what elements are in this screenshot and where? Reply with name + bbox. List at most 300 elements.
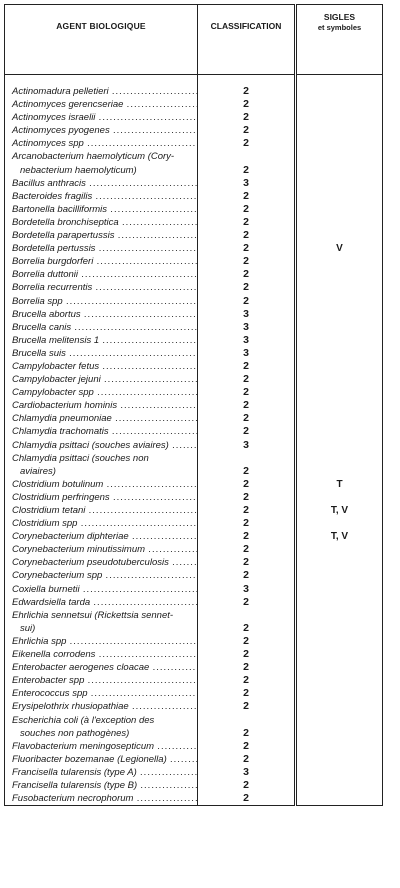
agent-name	[5, 373, 197, 386]
table-row	[5, 700, 383, 713]
sigles-cell	[296, 700, 383, 713]
agent-cell	[5, 517, 198, 530]
table-row	[5, 648, 383, 661]
classification-cell: 2	[198, 556, 296, 569]
sigles-cell	[296, 85, 383, 98]
table-row	[5, 556, 383, 569]
agent-name	[5, 216, 197, 229]
agent-name	[5, 425, 197, 438]
classification-cell: 2	[198, 360, 296, 373]
classification-cell: 3	[198, 583, 296, 596]
classification-cell: 2	[198, 753, 296, 766]
sigles-cell	[296, 216, 383, 229]
table-row	[5, 203, 383, 216]
table-body	[5, 75, 383, 806]
table-row	[5, 255, 383, 268]
agent-name-text: Brucella suis	[12, 347, 66, 359]
table-row	[5, 216, 383, 229]
agent-name-text: Francisella tularensis (type B)	[12, 779, 138, 791]
sigles-cell	[296, 792, 383, 806]
sigles-cell	[296, 714, 383, 740]
biological-agents-table	[4, 4, 383, 806]
agent-name-text: Bacteroides fragilis	[12, 190, 93, 202]
classification-cell: 2	[198, 295, 296, 308]
agent-name	[5, 753, 197, 766]
agent-name-text: Bordetella pertussis	[12, 243, 96, 255]
agent-name	[5, 648, 197, 661]
classification-cell: 2	[198, 216, 296, 229]
agent-name	[5, 556, 197, 569]
agent-cell	[5, 425, 198, 438]
table-row	[5, 177, 383, 190]
classification-cell: 3	[198, 308, 296, 321]
agent-name-text: Bartonella bacilliformis	[12, 203, 108, 215]
classification-cell: 2	[198, 98, 296, 111]
agent-name-text: Chlamydia trachomatis	[12, 426, 109, 438]
table-row	[5, 517, 383, 530]
classification-cell: 2	[198, 596, 296, 609]
agent-name	[5, 229, 197, 242]
agent-cell	[5, 530, 198, 543]
agent-name	[5, 334, 197, 347]
sigles-cell	[296, 255, 383, 268]
sigles-cell	[296, 150, 383, 176]
classification-cell: 2	[198, 674, 296, 687]
agent-cell	[5, 399, 198, 412]
classification-cell: 2	[198, 609, 296, 635]
classification-cell: 2	[198, 268, 296, 281]
agent-name	[5, 150, 197, 176]
table-row	[5, 635, 383, 648]
sigles-cell	[296, 674, 383, 687]
table-row	[5, 295, 383, 308]
classification-cell: 2	[198, 648, 296, 661]
agent-name-text: Campylobacter fetus	[12, 360, 100, 372]
agent-cell	[5, 439, 198, 452]
header-sigles	[296, 5, 383, 75]
agent-name-text: Clostridium spp	[12, 518, 78, 530]
classification-cell: 2	[198, 386, 296, 399]
sigles-cell	[296, 295, 383, 308]
table-row	[5, 308, 383, 321]
agent-name	[5, 295, 197, 308]
agent-name	[5, 596, 197, 609]
sigles-cell	[296, 779, 383, 792]
agent-name	[5, 111, 197, 124]
table-row	[5, 779, 383, 792]
agent-name	[5, 478, 197, 491]
agent-cell	[5, 687, 198, 700]
agent-cell	[5, 373, 198, 386]
agent-cell	[5, 779, 198, 792]
agent-name	[5, 124, 197, 137]
agent-cell	[5, 714, 198, 740]
agent-name-line-2: souches non pathogènes)	[20, 727, 130, 739]
table-row	[5, 491, 383, 504]
sigles-cell	[296, 687, 383, 700]
agent-name-text: Bordetella parapertussis	[12, 230, 115, 242]
agent-cell	[5, 281, 198, 294]
agent-name	[5, 543, 197, 556]
table-header	[5, 5, 383, 75]
agent-name-text: Cardiobacterium hominis	[12, 400, 118, 412]
table-row	[5, 412, 383, 425]
agent-cell	[5, 753, 198, 766]
agent-name	[5, 674, 197, 687]
table-row	[5, 753, 383, 766]
agent-name	[5, 412, 197, 425]
agent-name	[5, 569, 197, 582]
classification-cell: 3	[198, 177, 296, 190]
classification-cell: 2	[198, 740, 296, 753]
classification-cell: 2	[198, 452, 296, 478]
table-row	[5, 268, 383, 281]
sigles-cell	[296, 347, 383, 360]
classification-cell: 2	[198, 635, 296, 648]
agent-cell	[5, 412, 198, 425]
agent-name-text: Enterobacter aerogenes cloacae	[12, 662, 150, 674]
table-row	[5, 360, 383, 373]
table-row	[5, 386, 383, 399]
agent-name	[5, 779, 197, 792]
agent-name-line-2: sui)	[20, 622, 36, 634]
agent-cell	[5, 386, 198, 399]
table-row	[5, 150, 383, 176]
agent-name-text: Corynebacterium pseudotuberculosis	[12, 557, 169, 569]
agent-name-text: Corynebacterium minutissimum	[12, 544, 146, 556]
sigles-cell	[296, 203, 383, 216]
agent-cell	[5, 766, 198, 779]
table-row	[5, 85, 383, 98]
classification-cell: 2	[198, 543, 296, 556]
sigles-cell	[296, 321, 383, 334]
agent-name	[5, 439, 197, 452]
agent-cell	[5, 596, 198, 609]
sigles-cell	[296, 268, 383, 281]
agent-name-text: Bacillus anthracis	[12, 177, 86, 189]
agent-cell	[5, 478, 198, 491]
classification-cell: 2	[198, 255, 296, 268]
table-row	[5, 399, 383, 412]
sigles-cell	[296, 137, 383, 150]
agent-name	[5, 347, 197, 360]
agent-cell	[5, 491, 198, 504]
agent-cell	[5, 347, 198, 360]
classification-cell: 3	[198, 439, 296, 452]
agent-cell	[5, 674, 198, 687]
agent-name	[5, 190, 197, 203]
classification-cell: 2	[198, 399, 296, 412]
classification-cell: 2	[198, 242, 296, 255]
agent-name-text: Chlamydia pneumoniae	[12, 413, 112, 425]
agent-cell	[5, 334, 198, 347]
agent-name-text: Actinomyces gerencseriae	[12, 99, 124, 111]
agent-cell	[5, 700, 198, 713]
table-row	[5, 792, 383, 806]
table-row	[5, 281, 383, 294]
table-row	[5, 229, 383, 242]
sigles-cell	[296, 334, 383, 347]
agent-name	[5, 609, 197, 635]
header-agent: AGENT BIOLOGIQUE	[5, 5, 198, 75]
table-row	[5, 124, 383, 137]
agent-cell	[5, 124, 198, 137]
agent-name-text: Edwardsiella tarda	[12, 596, 91, 608]
classification-cell: 2	[198, 412, 296, 425]
sigles-cell	[296, 399, 383, 412]
table-row	[5, 452, 383, 478]
table-spacer-row	[5, 75, 383, 86]
sigles-cell	[296, 111, 383, 124]
agent-name-text: Ehrlichia spp	[12, 635, 67, 647]
table-row	[5, 569, 383, 582]
agent-cell	[5, 98, 198, 111]
agent-name-text: Borrelia recurrentis	[12, 282, 93, 294]
agent-name	[5, 85, 197, 98]
sigles-cell	[296, 439, 383, 452]
table-row	[5, 478, 383, 491]
agent-name-text: Brucella canis	[12, 321, 72, 333]
sigles-cell	[296, 517, 383, 530]
table-row	[5, 674, 383, 687]
agent-name	[5, 242, 197, 255]
agent-name-line-1: Chlamydia psittaci (souches non	[12, 452, 149, 464]
agent-cell	[5, 648, 198, 661]
agent-name-text: Actinomyces pyogenes	[12, 125, 110, 137]
classification-cell: 2	[198, 491, 296, 504]
sigles-cell	[296, 543, 383, 556]
agent-name	[5, 268, 197, 281]
agent-cell	[5, 504, 198, 517]
agent-cell	[5, 569, 198, 582]
agent-cell	[5, 661, 198, 674]
table-row	[5, 596, 383, 609]
sigles-cell	[296, 412, 383, 425]
sigles-cell: T, V	[296, 530, 383, 543]
table-row	[5, 373, 383, 386]
agent-name-text: Flavobacterium meningosepticum	[12, 740, 155, 752]
classification-cell: 2	[198, 687, 296, 700]
agent-name-line-1: Ehrlichia sennetsui (Rickettsia sennet-	[12, 609, 174, 621]
agent-cell	[5, 203, 198, 216]
agent-name-text: Coxiella burnetii	[12, 583, 80, 595]
agent-cell	[5, 150, 198, 176]
agent-name	[5, 386, 197, 399]
agent-name	[5, 583, 197, 596]
sigles-cell	[296, 308, 383, 321]
agent-name-text: Corynebacterium spp	[12, 570, 103, 582]
classification-cell: 2	[198, 85, 296, 98]
agent-name	[5, 530, 197, 543]
agent-name	[5, 766, 197, 779]
header-sigles-subtitle: et symboles	[317, 23, 362, 32]
classification-cell: 2	[198, 190, 296, 203]
sigles-cell	[296, 281, 383, 294]
table-row	[5, 714, 383, 740]
classification-cell: 2	[198, 661, 296, 674]
agent-name-text: Enterococcus spp	[12, 688, 88, 700]
sigles-cell	[296, 452, 383, 478]
sigles-cell	[296, 635, 383, 648]
agent-name	[5, 504, 197, 517]
classification-cell: 2	[198, 425, 296, 438]
agent-name	[5, 137, 197, 150]
sigles-cell	[296, 740, 383, 753]
classification-cell: 2	[198, 517, 296, 530]
table-row	[5, 766, 383, 779]
table-row	[5, 242, 383, 255]
agent-name	[5, 308, 197, 321]
agent-cell	[5, 229, 198, 242]
classification-cell: 2	[198, 203, 296, 216]
classification-cell: 2	[198, 700, 296, 713]
classification-cell: 3	[198, 766, 296, 779]
agent-name	[5, 255, 197, 268]
agent-name	[5, 98, 197, 111]
classification-cell: 2	[198, 714, 296, 740]
sigles-cell	[296, 648, 383, 661]
classification-cell: 2	[198, 124, 296, 137]
sigles-cell	[296, 190, 383, 203]
agent-name-text: Brucella abortus	[12, 308, 81, 320]
classification-cell: 2	[198, 373, 296, 386]
agent-name	[5, 740, 197, 753]
agent-name	[5, 635, 197, 648]
classification-cell: 3	[198, 321, 296, 334]
agent-name	[5, 203, 197, 216]
sigles-cell	[296, 583, 383, 596]
agent-cell	[5, 308, 198, 321]
sigles-cell	[296, 229, 383, 242]
agent-name-text: Borrelia spp	[12, 295, 63, 307]
classification-cell: 2	[198, 569, 296, 582]
sigles-cell	[296, 609, 383, 635]
agent-name-text: Chlamydia psittaci (souches aviaires)	[12, 439, 169, 451]
table-row	[5, 609, 383, 635]
sigles-cell	[296, 425, 383, 438]
classification-cell: 2	[198, 504, 296, 517]
sigles-cell	[296, 661, 383, 674]
agent-name	[5, 792, 197, 805]
sigles-cell	[296, 98, 383, 111]
agent-name-text: Fluoribacter bozemanae (Legionella)	[12, 753, 167, 765]
agent-name-text: Clostridium perfringens	[12, 491, 110, 503]
table-row	[5, 543, 383, 556]
agent-cell	[5, 177, 198, 190]
agent-cell	[5, 111, 198, 124]
agent-name-text: Eikenella corrodens	[12, 649, 96, 661]
agent-name	[5, 661, 197, 674]
sigles-cell: V	[296, 242, 383, 255]
classification-cell: 2	[198, 229, 296, 242]
agent-name-text: Actinomyces spp	[12, 138, 84, 150]
header-classification: CLASSIFICATION	[198, 5, 296, 75]
agent-cell	[5, 321, 198, 334]
agent-name-text: Bordetella bronchiseptica	[12, 216, 119, 228]
agent-cell	[5, 190, 198, 203]
agent-name-text: Campylobacter jejuni	[12, 374, 101, 386]
agent-name-text: Clostridium tetani	[12, 505, 86, 516]
agent-cell	[5, 242, 198, 255]
agent-name-text: Corynebacterium diphteriae	[12, 531, 129, 543]
agent-cell	[5, 583, 198, 596]
agent-cell	[5, 255, 198, 268]
agent-name-line-1: Arcanobacterium haemolyticum (Cory-	[12, 151, 175, 163]
agent-cell	[5, 543, 198, 556]
agent-name	[5, 491, 197, 504]
classification-cell: 2	[198, 478, 296, 491]
agent-cell	[5, 295, 198, 308]
sigles-cell	[296, 753, 383, 766]
sigles-cell	[296, 766, 383, 779]
agent-cell	[5, 635, 198, 648]
sigles-cell: T, V	[296, 504, 383, 517]
table-row	[5, 740, 383, 753]
table-row	[5, 504, 383, 517]
agent-name-line-2: aviaires)	[20, 465, 56, 477]
agent-cell	[5, 792, 198, 806]
table-row	[5, 583, 383, 596]
table-row	[5, 687, 383, 700]
classification-cell: 2	[198, 779, 296, 792]
agent-cell	[5, 452, 198, 478]
sigles-cell	[296, 596, 383, 609]
table-row	[5, 98, 383, 111]
table-row	[5, 439, 383, 452]
sigles-cell	[296, 177, 383, 190]
sigles-cell	[296, 556, 383, 569]
agent-name-text: Clostridium botulinum	[12, 478, 104, 490]
agent-cell	[5, 85, 198, 98]
table-row	[5, 661, 383, 674]
sigles-cell: T	[296, 478, 383, 491]
agent-name-text: Francisella tularensis (type A)	[12, 766, 137, 778]
table-row	[5, 425, 383, 438]
agent-name	[5, 687, 197, 700]
table-row	[5, 111, 383, 124]
classification-cell: 2	[198, 137, 296, 150]
agent-name-text: Borrelia duttonii	[12, 269, 79, 281]
classification-cell: 3	[198, 334, 296, 347]
agent-cell	[5, 556, 198, 569]
agent-name	[5, 281, 197, 294]
agent-name	[5, 399, 197, 412]
agent-name	[5, 714, 197, 740]
agent-cell	[5, 137, 198, 150]
table-row	[5, 321, 383, 334]
agent-name	[5, 360, 197, 373]
table-row	[5, 190, 383, 203]
agent-name-text: Fusobacterium necrophorum	[12, 793, 134, 805]
table-row	[5, 347, 383, 360]
agent-name-text: Brucella melitensis 1	[12, 334, 100, 346]
classification-cell: 2	[198, 530, 296, 543]
agent-name-text: Erysipelothrix rhusiopathiae	[12, 701, 129, 713]
agent-name-line-2: nebacterium haemolyticum)	[20, 164, 137, 176]
agent-name-text: Actinomyces israelii	[12, 112, 96, 124]
agent-name-text: Campylobacter spp	[12, 387, 94, 399]
agent-name-text: Enterobacter spp	[12, 675, 85, 687]
classification-cell: 2	[198, 792, 296, 806]
agent-name	[5, 321, 197, 334]
agent-cell	[5, 740, 198, 753]
agent-cell	[5, 216, 198, 229]
agent-name	[5, 452, 197, 478]
agent-cell	[5, 360, 198, 373]
agent-cell	[5, 609, 198, 635]
sigles-cell	[296, 386, 383, 399]
classification-cell: 2	[198, 150, 296, 176]
